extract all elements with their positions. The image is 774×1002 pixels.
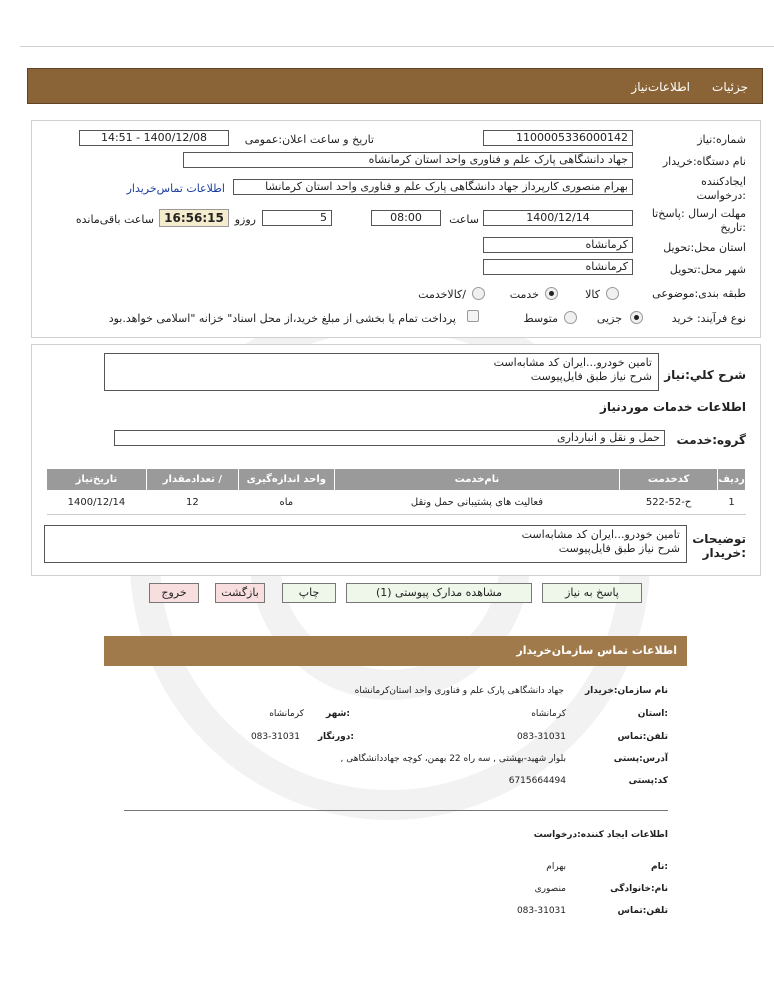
days-label: روزو bbox=[234, 213, 256, 226]
buyer-org-field: جهاد دانشگاهی پارک علم و فناوری واحد استان کرمانشاه bbox=[183, 152, 633, 168]
buyer-contact-link[interactable]: اطلاعات تماس‌خریدار bbox=[126, 182, 225, 195]
city-label: شهر محل:تحویل bbox=[669, 263, 746, 276]
creator-field: بهرام منصوری کارپرداز جهاد دانشگاهی پارک علم و فناوری واحد استان کرمانشا bbox=[233, 179, 633, 195]
days-field: 5 bbox=[262, 210, 332, 226]
category-goods-label: کالا bbox=[585, 288, 600, 301]
back-button[interactable]: بازگشت bbox=[215, 583, 265, 603]
table-row bbox=[47, 491, 746, 515]
col-service-code: کدخدمت bbox=[620, 469, 718, 491]
creator-label-1: ایجادکننده bbox=[701, 175, 746, 188]
contact-city-value: کرمانشاه bbox=[269, 709, 304, 719]
exit-button[interactable]: خروج bbox=[149, 583, 199, 603]
remaining-label: ساعت باقی‌مانده bbox=[75, 213, 154, 226]
treasury-payment-checkbox[interactable] bbox=[467, 310, 479, 322]
cell-unit: ماه bbox=[238, 491, 334, 515]
service-group-field: حمل و نقل و انبارداری bbox=[114, 430, 665, 446]
deadline-date-field: 1400/12/14 bbox=[483, 210, 633, 226]
service-group-label: گروه:خدمت bbox=[676, 433, 746, 447]
table-header-row bbox=[47, 469, 746, 491]
services-table bbox=[46, 468, 746, 515]
buyer-notes-line-2: شرح نیاز طبق فایل‌پیوست bbox=[558, 542, 680, 555]
contact-province-label: :استان bbox=[637, 709, 668, 719]
contact-postal-label: کد:پستی bbox=[628, 776, 668, 786]
province-label: استان محل:تحویل bbox=[663, 241, 746, 254]
creator-phone-label: تلفن:تماس bbox=[617, 906, 668, 916]
category-goods-service-radio[interactable] bbox=[472, 287, 485, 300]
print-button[interactable]: چاپ bbox=[282, 583, 336, 603]
buyer-contact-bar bbox=[104, 636, 687, 666]
reply-button[interactable]: پاسخ به نیاز bbox=[542, 583, 642, 603]
category-goods-radio[interactable] bbox=[606, 287, 619, 300]
contact-phone-label: تلفن:تماس bbox=[617, 732, 668, 742]
contact-org-label: نام سازمان:خریدار bbox=[584, 686, 668, 696]
cell-row: 1 bbox=[718, 491, 746, 515]
process-medium-radio[interactable] bbox=[564, 311, 577, 324]
col-quantity: / تعدادمقدار bbox=[146, 469, 238, 491]
buyer-notes-line-1: تامین خودرو...ایران کد مشابه‌است bbox=[521, 528, 680, 541]
contact-fax-label: :دورنگار bbox=[317, 732, 354, 742]
category-label: طبقه بندی:موضوعی bbox=[652, 287, 746, 300]
col-service-name: نام‌خدمت bbox=[334, 469, 619, 491]
creator-phone-value: 083-31031 bbox=[516, 906, 566, 916]
contact-address-value: بلوار شهید-بهشتی , سه راه 22 بهمن، کوچه جهاددانشگاهی , bbox=[340, 754, 566, 764]
cell-service-name: فعالیت های پشتیبانی حمل ونقل bbox=[334, 491, 619, 515]
treasury-payment-note: پرداخت تمام یا بخشی از مبلغ خرید،از محل اسناد" خزانه "اسلامی خواهد.بود bbox=[108, 312, 456, 325]
creator-name-label: :نام bbox=[651, 862, 668, 872]
buyer-notes-label-2: :خریدار bbox=[702, 546, 746, 560]
contact-city-label: :شهر bbox=[326, 709, 350, 719]
contact-province-value: کرمانشاه bbox=[531, 709, 566, 719]
process-partial-radio[interactable] bbox=[630, 311, 643, 324]
category-goods-service-label: /کالاخدمت bbox=[418, 288, 466, 301]
buyer-notes-textarea bbox=[44, 525, 687, 563]
contact-fax-value: 083-31031 bbox=[250, 732, 300, 742]
process-partial-label: جزیی bbox=[596, 312, 622, 325]
buyer-notes-label-1: توضیحات bbox=[692, 532, 746, 546]
contact-org-value: جهاد دانشگاهی پارک علم و فناوری واحد استان‌کرمانشاه bbox=[354, 686, 564, 696]
col-row: ردیف bbox=[718, 469, 746, 491]
summary-textarea bbox=[104, 353, 659, 391]
deadline-label-1: مهلت ارسال :پاسخ‌تا bbox=[651, 207, 746, 220]
summary-line-2: شرح نیاز طبق فایل‌پیوست bbox=[530, 370, 652, 383]
creator-label-2: :درخواست bbox=[696, 189, 746, 202]
announce-field: 1400/12/08 - 14:51 bbox=[79, 130, 229, 146]
top-divider bbox=[20, 46, 774, 47]
buyer-org-label: نام دستگاه:خریدار bbox=[662, 155, 746, 168]
col-unit: واحد اندازه‌گیری bbox=[238, 469, 334, 491]
services-section-title: اطلاعات خدمات موردنیاز bbox=[599, 400, 746, 414]
deadline-time-label: ساعت bbox=[449, 213, 479, 226]
deadline-time-field: 08:00 bbox=[371, 210, 441, 226]
contact-phone-value: 083-31031 bbox=[516, 732, 566, 742]
cell-quantity: 12 bbox=[146, 491, 238, 515]
summary-label: شرح کلي:نیاز bbox=[664, 368, 746, 382]
summary-line-1: تامین خودرو...ایران کد مشابه‌است bbox=[493, 356, 652, 369]
city-field: کرمانشاه bbox=[483, 259, 633, 275]
province-field: کرمانشاه bbox=[483, 237, 633, 253]
tab-details[interactable]: جزئیات bbox=[712, 80, 748, 94]
buyer-contact-title: اطلاعات تماس سازمان‌خریدار bbox=[516, 644, 677, 657]
contact-postal-value: 6715664494 bbox=[508, 776, 566, 786]
col-need-date: تاریخ‌نیاز bbox=[47, 469, 147, 491]
category-service-radio[interactable] bbox=[545, 287, 558, 300]
remaining-time-badge: 16:56:15 bbox=[159, 209, 229, 227]
creator-info-title: اطلاعات ایجاد کننده:درخواست bbox=[533, 830, 668, 840]
category-service-label: خدمت bbox=[509, 288, 539, 301]
header-tab-bar bbox=[27, 68, 763, 104]
contact-separator bbox=[124, 810, 668, 811]
need-number-label: شماره:نیاز bbox=[697, 133, 746, 146]
creator-family-label: نام:خانوادگی bbox=[610, 884, 668, 894]
view-attachments-button[interactable]: مشاهده مدارک پیوستی (1) bbox=[346, 583, 532, 603]
creator-name-value: بهرام bbox=[546, 862, 566, 872]
contact-address-label: آدرس:پستی bbox=[613, 754, 668, 764]
deadline-label-2: :تاریخ bbox=[720, 221, 746, 234]
need-number-field: 1100005336000142 bbox=[483, 130, 633, 146]
process-label: نوع فرآیند: خرید bbox=[671, 312, 746, 325]
cell-service-code: ح-52-522 bbox=[620, 491, 718, 515]
announce-label: تاریخ و ساعت اعلان:عمومی bbox=[244, 133, 374, 146]
tab-need-info[interactable]: اطلاعات‌نیاز bbox=[631, 80, 690, 94]
process-medium-label: متوسط bbox=[523, 312, 558, 325]
cell-need-date: 1400/12/14 bbox=[47, 491, 147, 515]
creator-family-value: منصوری bbox=[534, 884, 566, 894]
